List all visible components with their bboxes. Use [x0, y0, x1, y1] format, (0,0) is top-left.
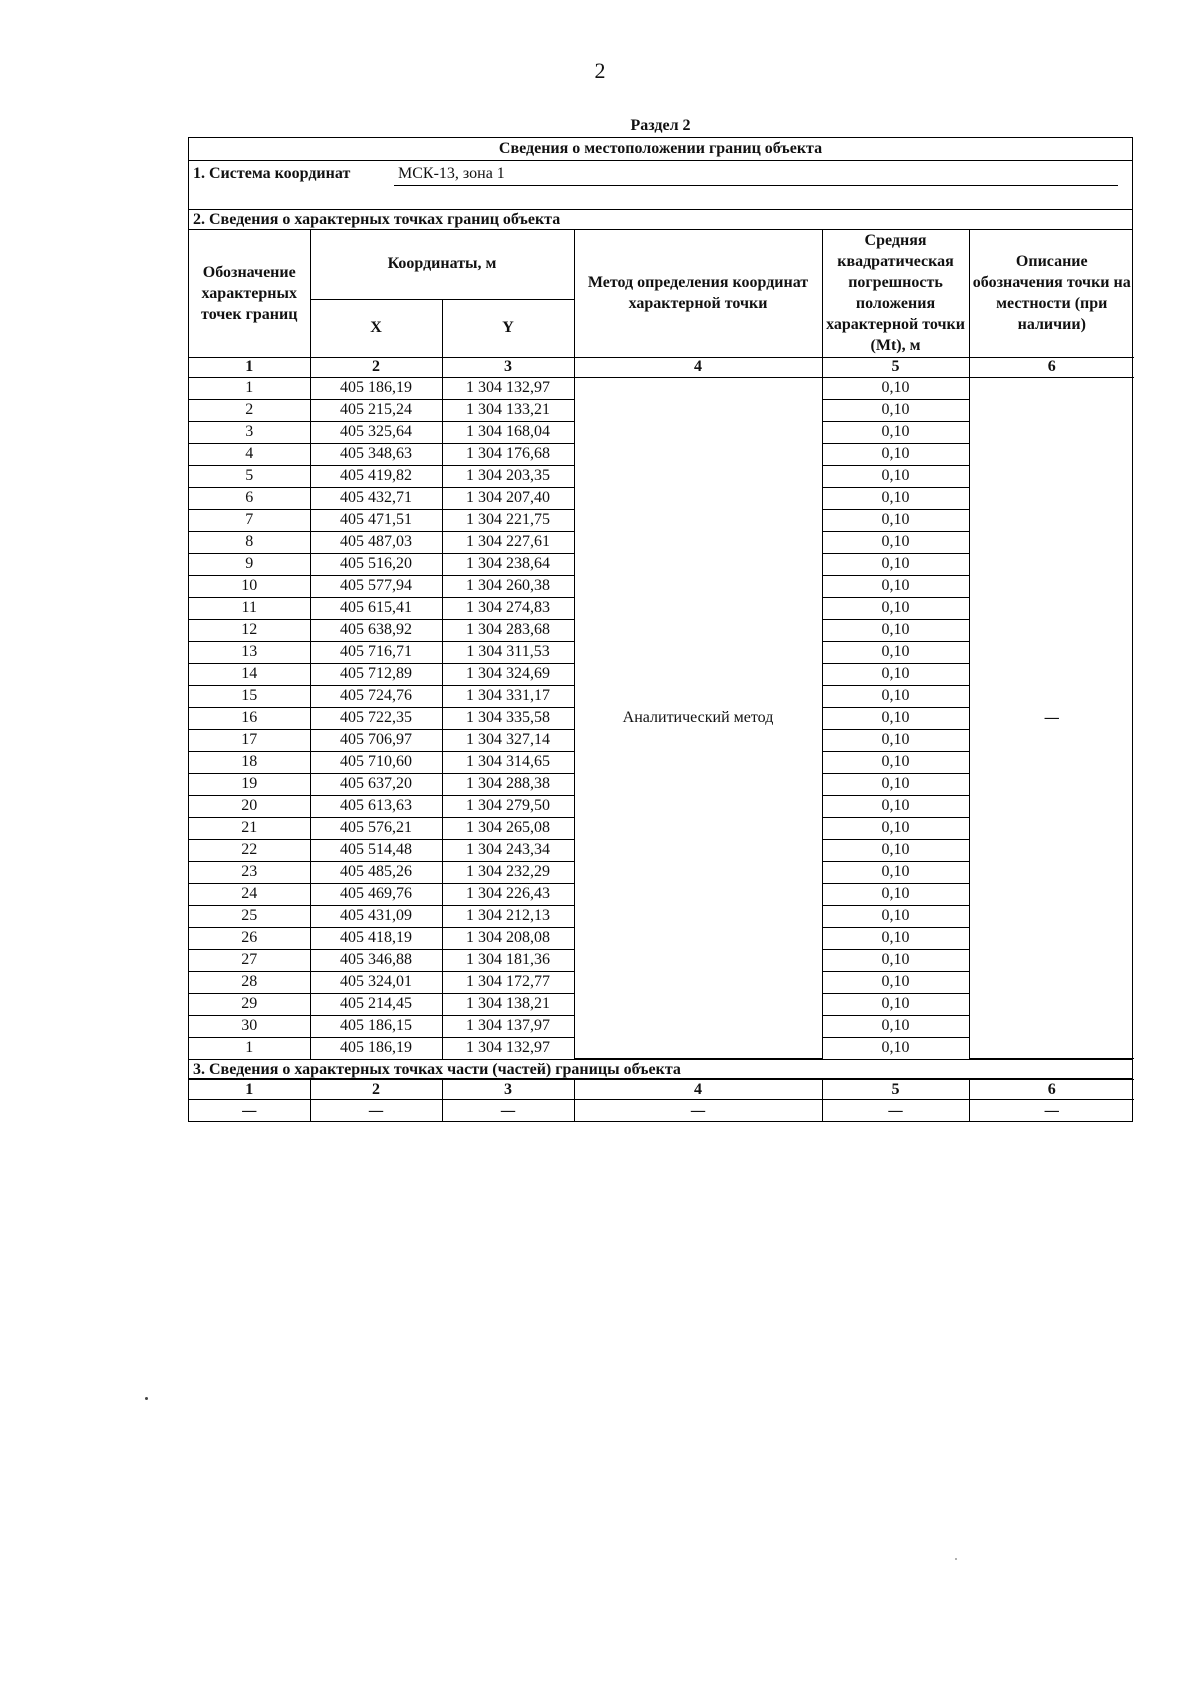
y-coordinate-cell: 1 304 288,38 — [442, 773, 574, 795]
error-cell: 0,10 — [822, 1015, 969, 1037]
y-coordinate-cell: 1 304 207,40 — [442, 487, 574, 509]
point-number-cell: 24 — [189, 883, 310, 905]
column-numbers-row — [189, 357, 1134, 377]
x-coordinate-cell: 405 324,01 — [310, 971, 442, 993]
y-coordinate-cell: 1 304 168,04 — [442, 421, 574, 443]
point-number-cell: 1 — [189, 377, 310, 399]
column-number: 6 — [969, 357, 1134, 377]
y-coordinate-cell: 1 304 232,29 — [442, 861, 574, 883]
y-coordinate-cell: 1 304 176,68 — [442, 443, 574, 465]
error-cell: 0,10 — [822, 817, 969, 839]
point-number-cell: 7 — [189, 509, 310, 531]
x-coordinate-cell: 405 471,51 — [310, 509, 442, 531]
x-coordinate-cell: 405 346,88 — [310, 949, 442, 971]
y-coordinate-cell: 1 304 227,61 — [442, 531, 574, 553]
part3-column-numbers-row — [189, 1080, 1134, 1100]
column-number: 1 — [189, 357, 310, 377]
header-title: Сведения о местоположении границ объекта — [189, 138, 1132, 161]
table-row — [189, 377, 1134, 399]
y-coordinate-cell: 1 304 327,14 — [442, 729, 574, 751]
column-number: 3 — [442, 1080, 574, 1100]
y-coordinate-cell: 1 304 137,97 — [442, 1015, 574, 1037]
parts-table — [189, 1079, 1134, 1121]
point-number-cell: 18 — [189, 751, 310, 773]
point-number-cell: 14 — [189, 663, 310, 685]
coordinate-system-row — [189, 161, 1132, 210]
error-cell: 0,10 — [822, 1037, 969, 1059]
y-coordinate-cell: 1 304 311,53 — [442, 641, 574, 663]
point-number-cell: 13 — [189, 641, 310, 663]
x-coordinate-cell: 405 724,76 — [310, 685, 442, 707]
point-number-cell: 30 — [189, 1015, 310, 1037]
x-coordinate-cell: 405 577,94 — [310, 575, 442, 597]
method-cell: Аналитический метод — [574, 377, 822, 1059]
error-cell: 0,10 — [822, 575, 969, 597]
x-coordinate-cell: 405 214,45 — [310, 993, 442, 1015]
y-coordinate-cell: 1 304 265,08 — [442, 817, 574, 839]
column-number: 5 — [822, 357, 969, 377]
x-coordinate-cell: 405 710,60 — [310, 751, 442, 773]
error-cell: 0,10 — [822, 663, 969, 685]
y-coordinate-cell: 1 304 208,08 — [442, 927, 574, 949]
error-cell: 0,10 — [822, 421, 969, 443]
error-cell: 0,10 — [822, 509, 969, 531]
description-cell: — — [969, 377, 1134, 1059]
scan-speck — [955, 1558, 957, 1560]
y-coordinate-cell: 1 304 283,68 — [442, 619, 574, 641]
x-coordinate-cell: 405 706,97 — [310, 729, 442, 751]
coordinate-system-value: МСК-13, зона 1 — [394, 165, 1118, 186]
point-number-cell: 3 — [189, 421, 310, 443]
x-coordinate-cell: 405 712,89 — [310, 663, 442, 685]
point-number-cell: 4 — [189, 443, 310, 465]
y-coordinate-cell: 1 304 132,97 — [442, 377, 574, 399]
x-coordinate-cell: 405 485,26 — [310, 861, 442, 883]
error-cell: 0,10 — [822, 839, 969, 861]
error-cell: 0,10 — [822, 531, 969, 553]
point-number-cell: 19 — [189, 773, 310, 795]
error-cell: 0,10 — [822, 927, 969, 949]
error-cell: 0,10 — [822, 795, 969, 817]
part2-label: 2. Сведения о характерных точках границ объекта — [189, 210, 1132, 230]
x-coordinate-cell: 405 419,82 — [310, 465, 442, 487]
x-coordinate-cell: 405 469,76 — [310, 883, 442, 905]
part3-cell: — — [969, 1100, 1134, 1122]
y-coordinate-cell: 1 304 324,69 — [442, 663, 574, 685]
error-cell: 0,10 — [822, 707, 969, 729]
y-coordinate-cell: 1 304 212,13 — [442, 905, 574, 927]
error-cell: 0,10 — [822, 597, 969, 619]
x-coordinate-cell: 405 576,21 — [310, 817, 442, 839]
point-number-cell: 10 — [189, 575, 310, 597]
point-number-cell: 29 — [189, 993, 310, 1015]
point-number-cell: 17 — [189, 729, 310, 751]
part3-label: 3. Сведения о характерных точках части (частей) границы объекта — [189, 1059, 1132, 1079]
scan-speck — [145, 1397, 148, 1400]
error-cell: 0,10 — [822, 993, 969, 1015]
x-coordinate-cell: 405 186,15 — [310, 1015, 442, 1037]
error-cell: 0,10 — [822, 487, 969, 509]
part3-cell: — — [822, 1100, 969, 1122]
error-cell: 0,10 — [822, 377, 969, 399]
col-designation-header: Обозначение характерных точек границ — [189, 230, 310, 357]
section-title: Раздел 2 — [630, 117, 691, 134]
x-coordinate-cell: 405 638,92 — [310, 619, 442, 641]
y-coordinate-cell: 1 304 133,21 — [442, 399, 574, 421]
error-cell: 0,10 — [822, 641, 969, 663]
y-coordinate-cell: 1 304 279,50 — [442, 795, 574, 817]
point-number-cell: 12 — [189, 619, 310, 641]
error-cell: 0,10 — [822, 883, 969, 905]
point-number-cell: 8 — [189, 531, 310, 553]
y-coordinate-cell: 1 304 331,17 — [442, 685, 574, 707]
point-number-cell: 27 — [189, 949, 310, 971]
x-coordinate-cell: 405 613,63 — [310, 795, 442, 817]
x-coordinate-cell: 405 418,19 — [310, 927, 442, 949]
point-number-cell: 6 — [189, 487, 310, 509]
error-cell: 0,10 — [822, 685, 969, 707]
col-x-header: X — [310, 299, 442, 357]
y-coordinate-cell: 1 304 181,36 — [442, 949, 574, 971]
col-error-header: Средняя квадратическая погрешность положения характерной точки (Mt), м — [822, 230, 969, 357]
part3-cell: — — [189, 1100, 310, 1122]
y-coordinate-cell: 1 304 314,65 — [442, 751, 574, 773]
point-number-cell: 25 — [189, 905, 310, 927]
x-coordinate-cell: 405 186,19 — [310, 1037, 442, 1059]
y-coordinate-cell: 1 304 238,64 — [442, 553, 574, 575]
x-coordinate-cell: 405 516,20 — [310, 553, 442, 575]
point-number-cell: 26 — [189, 927, 310, 949]
column-number: 2 — [310, 1080, 442, 1100]
point-number-cell: 22 — [189, 839, 310, 861]
point-number-cell: 15 — [189, 685, 310, 707]
part3-cell: — — [442, 1100, 574, 1122]
error-cell: 0,10 — [822, 443, 969, 465]
column-number: 4 — [574, 357, 822, 377]
x-coordinate-cell: 405 431,09 — [310, 905, 442, 927]
x-coordinate-cell: 405 432,71 — [310, 487, 442, 509]
point-number-cell: 1 — [189, 1037, 310, 1059]
point-number-cell: 2 — [189, 399, 310, 421]
point-number-cell: 21 — [189, 817, 310, 839]
y-coordinate-cell: 1 304 260,38 — [442, 575, 574, 597]
col-coordinates-header: Координаты, м — [310, 230, 574, 299]
y-coordinate-cell: 1 304 226,43 — [442, 883, 574, 905]
column-number: 4 — [574, 1080, 822, 1100]
point-number-cell: 23 — [189, 861, 310, 883]
x-coordinate-cell: 405 716,71 — [310, 641, 442, 663]
error-cell: 0,10 — [822, 971, 969, 993]
error-cell: 0,10 — [822, 553, 969, 575]
point-number-cell: 5 — [189, 465, 310, 487]
y-coordinate-cell: 1 304 243,34 — [442, 839, 574, 861]
error-cell: 0,10 — [822, 465, 969, 487]
error-cell: 0,10 — [822, 729, 969, 751]
col-y-header: Y — [442, 299, 574, 357]
part3-cell: — — [574, 1100, 822, 1122]
point-number-cell: 16 — [189, 707, 310, 729]
x-coordinate-cell: 405 615,41 — [310, 597, 442, 619]
part3-cell: — — [310, 1100, 442, 1122]
error-cell: 0,10 — [822, 751, 969, 773]
error-cell: 0,10 — [822, 905, 969, 927]
error-cell: 0,10 — [822, 949, 969, 971]
y-coordinate-cell: 1 304 172,77 — [442, 971, 574, 993]
error-cell: 0,10 — [822, 861, 969, 883]
column-number: 5 — [822, 1080, 969, 1100]
col-method-header: Метод определения координат характерной точки — [574, 230, 822, 357]
x-coordinate-cell: 405 215,24 — [310, 399, 442, 421]
part3-row — [189, 1100, 1134, 1122]
y-coordinate-cell: 1 304 274,83 — [442, 597, 574, 619]
column-number: 3 — [442, 357, 574, 377]
x-coordinate-cell: 405 186,19 — [310, 377, 442, 399]
point-number-cell: 20 — [189, 795, 310, 817]
error-cell: 0,10 — [822, 619, 969, 641]
y-coordinate-cell: 1 304 335,58 — [442, 707, 574, 729]
col-description-header: Описание обозначения точки на местности (при наличии) — [969, 230, 1134, 357]
column-number: 2 — [310, 357, 442, 377]
page-number: 2 — [594, 58, 606, 83]
point-number-cell: 9 — [189, 553, 310, 575]
x-coordinate-cell: 405 514,48 — [310, 839, 442, 861]
y-coordinate-cell: 1 304 132,97 — [442, 1037, 574, 1059]
x-coordinate-cell: 405 637,20 — [310, 773, 442, 795]
y-coordinate-cell: 1 304 203,35 — [442, 465, 574, 487]
point-number-cell: 28 — [189, 971, 310, 993]
column-number: 1 — [189, 1080, 310, 1100]
y-coordinate-cell: 1 304 138,21 — [442, 993, 574, 1015]
error-cell: 0,10 — [822, 773, 969, 795]
y-coordinate-cell: 1 304 221,75 — [442, 509, 574, 531]
boundary-document — [188, 137, 1133, 1122]
x-coordinate-cell: 405 487,03 — [310, 531, 442, 553]
points-table — [189, 230, 1134, 1059]
error-cell: 0,10 — [822, 399, 969, 421]
point-number-cell: 11 — [189, 597, 310, 619]
column-number: 6 — [969, 1080, 1134, 1100]
x-coordinate-cell: 405 325,64 — [310, 421, 442, 443]
x-coordinate-cell: 405 722,35 — [310, 707, 442, 729]
x-coordinate-cell: 405 348,63 — [310, 443, 442, 465]
coordinate-system-label: 1. Система координат — [193, 165, 351, 182]
